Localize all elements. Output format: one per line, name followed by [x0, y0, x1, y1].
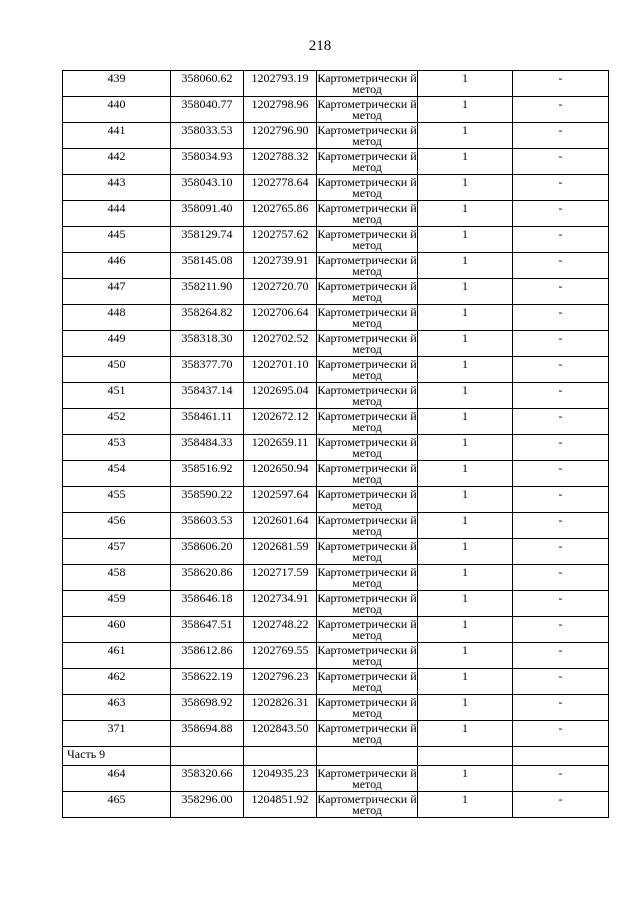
- note-cell: -: [513, 487, 609, 513]
- table-body-part-b: [63, 766, 609, 818]
- x-coordinate-cell: 358033.53: [171, 123, 244, 149]
- note-cell: -: [513, 591, 609, 617]
- method-cell: Картометрически й метод: [317, 513, 417, 538]
- x-coordinate-cell: 358145.08: [171, 253, 244, 279]
- note-cell: -: [513, 383, 609, 409]
- method-cell: Картометрически й метод: [317, 305, 417, 330]
- x-coordinate-cell: 358091.40: [171, 201, 244, 227]
- accuracy-cell: 1: [418, 97, 513, 123]
- accuracy-cell: 1: [418, 513, 513, 539]
- accuracy-cell: 1: [418, 435, 513, 461]
- point-number-cell: 446: [63, 253, 171, 279]
- point-number-cell: 451: [63, 383, 171, 409]
- section-label: Часть 9: [63, 747, 171, 766]
- note-cell: -: [513, 766, 609, 792]
- y-coordinate-cell: 1202717.59: [244, 565, 317, 591]
- y-coordinate-cell: 1202796.90: [244, 123, 317, 149]
- x-coordinate-cell: 358211.90: [171, 279, 244, 305]
- x-coordinate-cell: 358264.82: [171, 305, 244, 331]
- x-coordinate-cell: 358698.92: [171, 695, 244, 721]
- y-coordinate-cell: 1202695.04: [244, 383, 317, 409]
- method-cell: Картометрически й метод: [317, 435, 417, 460]
- note-cell: -: [513, 409, 609, 435]
- x-coordinate-cell: 358484.33: [171, 435, 244, 461]
- method-cell: Картометрически й метод: [317, 227, 417, 252]
- note-cell: -: [513, 721, 609, 747]
- table-row: [63, 695, 609, 721]
- accuracy-cell: 1: [418, 792, 513, 818]
- x-coordinate-cell: 358377.70: [171, 357, 244, 383]
- note-cell: -: [513, 149, 609, 175]
- x-coordinate-cell: 358603.53: [171, 513, 244, 539]
- x-coordinate-cell: 358646.18: [171, 591, 244, 617]
- point-number-cell: 461: [63, 643, 171, 669]
- method-cell: Картометрически й метод: [317, 97, 417, 122]
- method-cell: Картометрически й метод: [317, 71, 417, 96]
- accuracy-cell: 1: [418, 591, 513, 617]
- x-coordinate-cell: 358060.62: [171, 71, 244, 97]
- accuracy-cell: 1: [418, 461, 513, 487]
- method-cell: Картометрически й метод: [317, 695, 417, 720]
- x-coordinate-cell: 358034.93: [171, 149, 244, 175]
- point-number-cell: 459: [63, 591, 171, 617]
- point-number-cell: 454: [63, 461, 171, 487]
- y-coordinate-cell: 1202597.64: [244, 487, 317, 513]
- y-coordinate-cell: 1202748.22: [244, 617, 317, 643]
- accuracy-cell: 1: [418, 71, 513, 97]
- method-cell: Картометрически й метод: [317, 409, 417, 434]
- point-number-cell: 453: [63, 435, 171, 461]
- note-cell: -: [513, 253, 609, 279]
- note-cell: -: [513, 175, 609, 201]
- section-row: [63, 747, 609, 766]
- point-number-cell: 460: [63, 617, 171, 643]
- method-cell: Картометрически й метод: [317, 617, 417, 642]
- x-coordinate-cell: 358647.51: [171, 617, 244, 643]
- table-row: [63, 97, 609, 123]
- method-cell: Картометрически й метод: [317, 792, 417, 817]
- accuracy-cell: 1: [418, 766, 513, 792]
- table-row: [63, 279, 609, 305]
- table-row: [63, 487, 609, 513]
- y-coordinate-cell: 1204935.23: [244, 766, 317, 792]
- accuracy-cell: 1: [418, 669, 513, 695]
- x-coordinate-cell: 358129.74: [171, 227, 244, 253]
- table-row: [63, 539, 609, 565]
- method-cell: Картометрически й метод: [317, 766, 417, 791]
- method-cell: Картометрически й метод: [317, 487, 417, 512]
- y-coordinate-cell: 1202601.64: [244, 513, 317, 539]
- y-coordinate-cell: 1202778.64: [244, 175, 317, 201]
- point-number-cell: 450: [63, 357, 171, 383]
- point-number-cell: 452: [63, 409, 171, 435]
- y-coordinate-cell: 1202796.23: [244, 669, 317, 695]
- method-cell: Картометрически й метод: [317, 565, 417, 590]
- accuracy-cell: 1: [418, 357, 513, 383]
- note-cell: -: [513, 513, 609, 539]
- method-cell: Картометрически й метод: [317, 461, 417, 486]
- y-coordinate-cell: 1202793.19: [244, 71, 317, 97]
- note-cell: -: [513, 357, 609, 383]
- accuracy-cell: 1: [418, 487, 513, 513]
- table-row: [63, 461, 609, 487]
- table-row: [63, 201, 609, 227]
- method-cell: Картометрически й метод: [317, 253, 417, 278]
- table-row: [63, 253, 609, 279]
- y-coordinate-cell: 1202765.86: [244, 201, 317, 227]
- method-cell: Картометрически й метод: [317, 279, 417, 304]
- accuracy-cell: 1: [418, 253, 513, 279]
- y-coordinate-cell: 1202769.55: [244, 643, 317, 669]
- table-row: [63, 721, 609, 747]
- note-cell: -: [513, 305, 609, 331]
- table-row: [63, 591, 609, 617]
- note-cell: -: [513, 97, 609, 123]
- point-number-cell: 443: [63, 175, 171, 201]
- table-row: [63, 357, 609, 383]
- point-number-cell: 457: [63, 539, 171, 565]
- table-row: [63, 123, 609, 149]
- note-cell: -: [513, 617, 609, 643]
- x-coordinate-cell: 358318.30: [171, 331, 244, 357]
- table-row: [63, 669, 609, 695]
- x-coordinate-cell: 358043.10: [171, 175, 244, 201]
- method-cell: Картометрически й метод: [317, 721, 417, 746]
- x-coordinate-cell: 358612.86: [171, 643, 244, 669]
- note-cell: -: [513, 461, 609, 487]
- y-coordinate-cell: 1202734.91: [244, 591, 317, 617]
- table-body-part-a: [63, 71, 609, 747]
- y-coordinate-cell: 1202788.32: [244, 149, 317, 175]
- table-row: [63, 513, 609, 539]
- x-coordinate-cell: 358590.22: [171, 487, 244, 513]
- note-cell: -: [513, 643, 609, 669]
- table-row: [63, 435, 609, 461]
- table-row: [63, 71, 609, 97]
- note-cell: -: [513, 539, 609, 565]
- y-coordinate-cell: 1204851.92: [244, 792, 317, 818]
- table-row: [63, 565, 609, 591]
- point-number-cell: 455: [63, 487, 171, 513]
- y-coordinate-cell: 1202659.11: [244, 435, 317, 461]
- x-coordinate-cell: 358620.86: [171, 565, 244, 591]
- point-number-cell: 458: [63, 565, 171, 591]
- accuracy-cell: 1: [418, 175, 513, 201]
- note-cell: -: [513, 792, 609, 818]
- accuracy-cell: 1: [418, 305, 513, 331]
- method-cell: Картометрически й метод: [317, 591, 417, 616]
- x-coordinate-cell: 358320.66: [171, 766, 244, 792]
- point-number-cell: 444: [63, 201, 171, 227]
- y-coordinate-cell: 1202672.12: [244, 409, 317, 435]
- accuracy-cell: 1: [418, 149, 513, 175]
- note-cell: -: [513, 565, 609, 591]
- y-coordinate-cell: 1202702.52: [244, 331, 317, 357]
- accuracy-cell: 1: [418, 643, 513, 669]
- table-section-part-9: [63, 747, 609, 766]
- note-cell: -: [513, 435, 609, 461]
- accuracy-cell: 1: [418, 409, 513, 435]
- table-row: [63, 617, 609, 643]
- y-coordinate-cell: 1202843.50: [244, 721, 317, 747]
- accuracy-cell: 1: [418, 279, 513, 305]
- point-number-cell: 371: [63, 721, 171, 747]
- x-coordinate-cell: 358296.00: [171, 792, 244, 818]
- y-coordinate-cell: 1202701.10: [244, 357, 317, 383]
- point-number-cell: 464: [63, 766, 171, 792]
- table-row: [63, 149, 609, 175]
- point-number-cell: 449: [63, 331, 171, 357]
- empty-cell: [244, 747, 317, 766]
- method-cell: Картометрически й метод: [317, 669, 417, 694]
- accuracy-cell: 1: [418, 383, 513, 409]
- table-row: [63, 643, 609, 669]
- x-coordinate-cell: 358606.20: [171, 539, 244, 565]
- method-cell: Картометрически й метод: [317, 643, 417, 668]
- note-cell: -: [513, 71, 609, 97]
- table-row: [63, 766, 609, 792]
- point-number-cell: 440: [63, 97, 171, 123]
- method-cell: Картометрически й метод: [317, 357, 417, 382]
- table-row: [63, 409, 609, 435]
- accuracy-cell: 1: [418, 539, 513, 565]
- point-number-cell: 463: [63, 695, 171, 721]
- method-cell: Картометрически й метод: [317, 175, 417, 200]
- x-coordinate-cell: 358437.14: [171, 383, 244, 409]
- y-coordinate-cell: 1202757.62: [244, 227, 317, 253]
- accuracy-cell: 1: [418, 201, 513, 227]
- point-number-cell: 448: [63, 305, 171, 331]
- x-coordinate-cell: 358461.11: [171, 409, 244, 435]
- y-coordinate-cell: 1202706.64: [244, 305, 317, 331]
- accuracy-cell: 1: [418, 331, 513, 357]
- empty-cell: [171, 747, 244, 766]
- accuracy-cell: 1: [418, 721, 513, 747]
- x-coordinate-cell: 358694.88: [171, 721, 244, 747]
- y-coordinate-cell: 1202739.91: [244, 253, 317, 279]
- method-cell: Картометрически й метод: [317, 201, 417, 226]
- point-number-cell: 447: [63, 279, 171, 305]
- note-cell: -: [513, 279, 609, 305]
- point-number-cell: 456: [63, 513, 171, 539]
- empty-cell: [317, 747, 418, 766]
- point-number-cell: 441: [63, 123, 171, 149]
- method-cell: Картометрически й метод: [317, 123, 417, 148]
- table-row: [63, 175, 609, 201]
- y-coordinate-cell: 1202720.70: [244, 279, 317, 305]
- method-cell: Картометрически й метод: [317, 149, 417, 174]
- accuracy-cell: 1: [418, 617, 513, 643]
- table-row: [63, 331, 609, 357]
- point-number-cell: 465: [63, 792, 171, 818]
- table-row: [63, 305, 609, 331]
- table-row: [63, 792, 609, 818]
- note-cell: -: [513, 201, 609, 227]
- y-coordinate-cell: 1202798.96: [244, 97, 317, 123]
- y-coordinate-cell: 1202650.94: [244, 461, 317, 487]
- accuracy-cell: 1: [418, 123, 513, 149]
- method-cell: Картометрически й метод: [317, 539, 417, 564]
- point-number-cell: 439: [63, 71, 171, 97]
- point-number-cell: 462: [63, 669, 171, 695]
- accuracy-cell: 1: [418, 227, 513, 253]
- x-coordinate-cell: 358040.77: [171, 97, 244, 123]
- method-cell: Картометрически й метод: [317, 383, 417, 408]
- empty-cell: [513, 747, 609, 766]
- note-cell: -: [513, 123, 609, 149]
- y-coordinate-cell: 1202826.31: [244, 695, 317, 721]
- table-row: [63, 383, 609, 409]
- x-coordinate-cell: 358516.92: [171, 461, 244, 487]
- accuracy-cell: 1: [418, 695, 513, 721]
- note-cell: -: [513, 227, 609, 253]
- page-number: 218: [308, 38, 332, 54]
- table-row: [63, 227, 609, 253]
- coordinates-table: [62, 70, 609, 818]
- point-number-cell: 445: [63, 227, 171, 253]
- note-cell: -: [513, 669, 609, 695]
- note-cell: -: [513, 695, 609, 721]
- x-coordinate-cell: 358622.19: [171, 669, 244, 695]
- empty-cell: [418, 747, 513, 766]
- point-number-cell: 442: [63, 149, 171, 175]
- y-coordinate-cell: 1202681.59: [244, 539, 317, 565]
- method-cell: Картометрически й метод: [317, 331, 417, 356]
- note-cell: -: [513, 331, 609, 357]
- accuracy-cell: 1: [418, 565, 513, 591]
